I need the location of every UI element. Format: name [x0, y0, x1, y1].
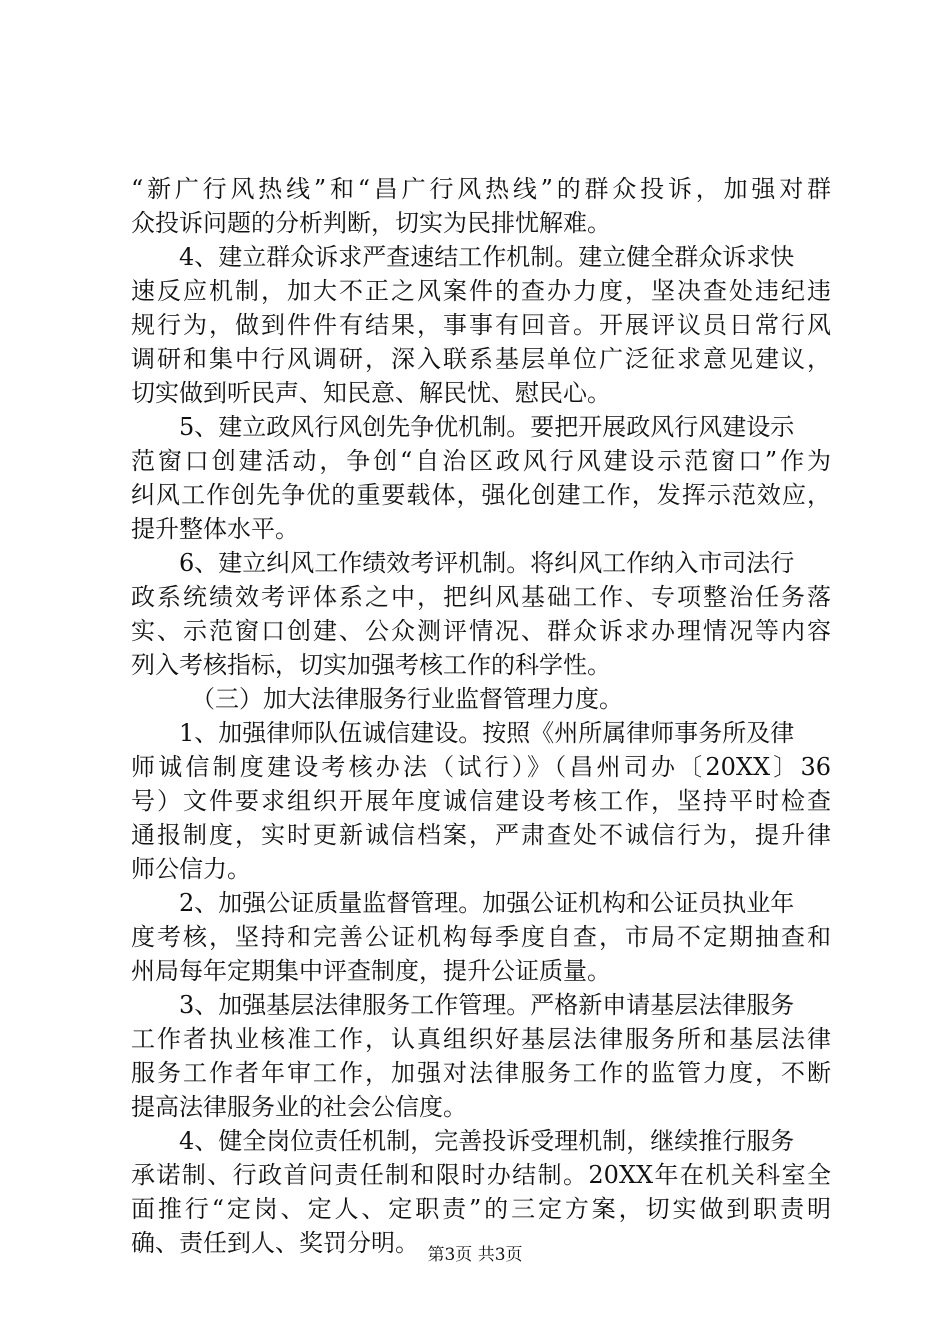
text-line: 4、健全岗位责任机制，完善投诉受理机制，继续推行服务 [179, 1127, 795, 1155]
page-footer: 第3页 共3页 [427, 1245, 523, 1265]
text-line: 政系统绩效考评体系之中，把纠风基础工作、专项整治任务落 [131, 583, 831, 611]
text-line: 速反应机制，加大不正之风案件的查办力度，坚决查处违纪违 [131, 277, 831, 305]
text-line: “新广行风热线”和“昌广行风热线”的群众投诉，加强对群 [131, 175, 831, 203]
text-line: 提升整体水平。 [131, 515, 299, 543]
text-line: 度考核，坚持和完善公证机构每季度自查，市局不定期抽查和 [131, 923, 831, 951]
text-line: 5、建立政风行风创先争优机制。要把开展政风行风建设示 [179, 413, 795, 441]
text-line: 4、建立群众诉求严查速结工作机制。建立健全群众诉求快 [179, 243, 795, 271]
text-line: 规行为，做到件件有结果，事事有回音。开展评议员日常行风 [131, 311, 831, 339]
text-line: 众投诉问题的分析判断，切实为民排忧解难。 [131, 209, 611, 237]
text-line: 号）文件要求组织开展年度诚信建设考核工作，坚持平时检查 [131, 787, 831, 815]
text-line: 面推行“定岗、定人、定职责”的三定方案，切实做到职责明 [131, 1195, 831, 1223]
text-line: 确、责任到人、奖罚分明。 [131, 1229, 419, 1257]
text-line: 提高法律服务业的社会公信度。 [131, 1093, 467, 1121]
text-line: 3、加强基层法律服务工作管理。严格新申请基层法律服务 [179, 991, 795, 1019]
text-line: 6、建立纠风工作绩效考评机制。将纠风工作纳入市司法行 [179, 549, 795, 577]
text-line: 通报制度，实时更新诚信档案，严肃查处不诚信行为，提升律 [131, 821, 831, 849]
text-line: 服务工作者年审工作，加强对法律服务工作的监管力度，不断 [131, 1059, 831, 1087]
text-line: 调研和集中行风调研，深入联系基层单位广泛征求意见建议， [131, 345, 831, 373]
text-line: 州局每年定期集中评查制度，提升公证质量。 [131, 957, 611, 985]
text-line: 范窗口创建活动，争创“自治区政风行风建设示范窗口”作为 [131, 447, 831, 475]
text-line: 1、加强律师队伍诚信建设。按照《州所属律师事务所及律 [179, 719, 795, 747]
text-line: 纠风工作创先争优的重要载体，强化创建工作，发挥示范效应， [131, 481, 831, 509]
text-line: 工作者执业核准工作，认真组织好基层法律服务所和基层法律 [131, 1025, 831, 1053]
text-line: 2、加强公证质量监督管理。加强公证机构和公证员执业年 [179, 889, 795, 917]
text-line: 承诺制、行政首问责任制和限时办结制。20XX年在机关科室全 [131, 1161, 831, 1189]
text-line: 师诚信制度建设考核办法（试行）》（昌州司办〔20XX〕36 [131, 753, 831, 781]
text-line: 切实做到听民声、知民意、解民忧、慰民心。 [131, 379, 611, 407]
text-line: 实、示范窗口创建、公众测评情况、群众诉求办理情况等内容 [131, 617, 831, 645]
text-line: 师公信力。 [131, 855, 251, 883]
text-line: （三）加大法律服务行业监督管理力度。 [191, 685, 623, 713]
document-body [131, 172, 831, 1260]
text-line: 列入考核指标，切实加强考核工作的科学性。 [131, 651, 611, 679]
